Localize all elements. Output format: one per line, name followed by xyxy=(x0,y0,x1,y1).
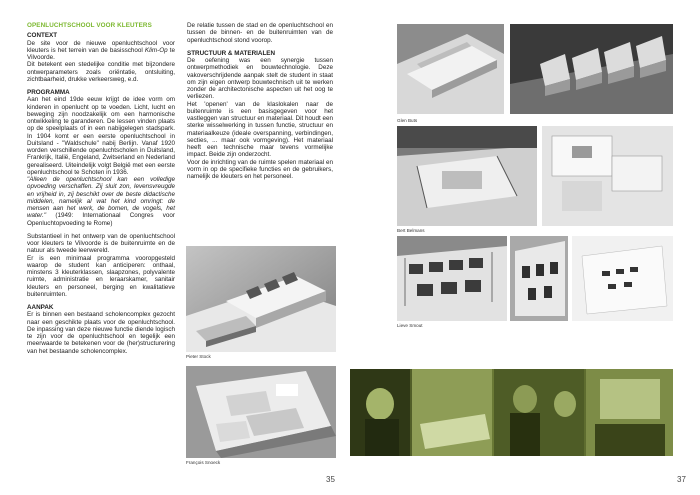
context-paragraph-2: Dit betekent een stedelijke conditie met bijzondere ontwerparameters zoals oriëntatie, ontsluiting, zichtbaarheid, drukke verkeersweg, e.d. xyxy=(27,61,175,83)
intro-paragraph: De relatie tussen de stad en de openluchtschool en tussen de binnen- en de buitenruimten van de openluchtschool stond voorop. xyxy=(187,22,333,44)
model-photo-blocks xyxy=(572,236,673,321)
caption-francois-snoeck: François Snoeck xyxy=(186,460,221,465)
programma-paragraph-3: Er is een minimaal programma vooropgesteld waarop de student kan anticiperen: onthaal, minstens 3 kleuterklassen, slaapzones, polyvalente ruimte, administratie en leraarskamer, sanitair kleuters en personeel, berging en kwalitatieve buitenruimten. xyxy=(27,254,175,298)
programma-paragraph: Aan het eind 19de eeuw krijgt de idee vorm om kinderen in openlucht op te voeden. Licht, lucht en beweging zijn noodzakelijk om een harmonische ontwikkeling te garanderen. De lessen vinden plaats op de speelplaats of in een nabijgelegen stadspark. In 1904 komt er een eerste openluchtschool in Duitsland - "Waldschule" nabij Berlijn. Vanaf 1920 worden verschillende openluchtscholen in Duitsland, Frankrijk, Italië, Engeland, Zwitserland en Nederland gerealiseerd. Uiteindelijk volgt België met een eerste openluchtschool te Schoten in 1936. xyxy=(27,96,175,176)
model-photo-roofs xyxy=(510,24,673,114)
model-photo-detail xyxy=(510,236,568,321)
caption-bert-belmans: Bert Belmans xyxy=(397,228,425,233)
caption-lieve-smout: Lieve Smout xyxy=(397,323,423,328)
context-paragraph: De site voor de nieuwe openluchtschool voor kleuters is het terrein van de basisschool Klim-Op te Vilvoorde. xyxy=(27,39,175,61)
right-page xyxy=(350,0,700,495)
model-photo-bert-belmans xyxy=(397,126,537,226)
text-column-2 xyxy=(187,22,333,180)
quote-paragraph: "Alleen de openluchtschool kan een volledige opvoeding verschaffen. Zij sluit zon, levensvreugde en vrijheid in, zij beschikt over de beste didactische middelen, namelijk al wat het kind omringt: de mensen aan het werk, de bomen, de vogels, het water." (1949: Internationaal Congres voor Openluchtopvoeding te Rome) xyxy=(27,176,175,227)
page-number-left: 35 xyxy=(326,475,335,484)
model-photo-francois-snoeck xyxy=(186,366,336,458)
aanpak-paragraph: Er is binnen een bestaand scholencomplex gezocht naar een geschikte plaats voor de openluchtschool. De inpassing van deze nieuwe functie diende logisch te zijn voor de openluchtschool en tegelijk een meerwaarde te betekenen voor de (her)structurering van het bestaande scholencomplex. xyxy=(27,311,175,355)
programma-heading: PROGRAMMA xyxy=(27,89,70,96)
model-photo-aerial xyxy=(542,126,673,226)
structuur-paragraph-3: Voor de inrichting van de ruimte spelen materiaal en vorm in op de specifieke functies en de gebruikers, namelijk de kleuters en het personeel. xyxy=(187,158,333,180)
programma-paragraph-2: Substantieel in het ontwerp van de openluchtschool voor kleuters te Vilvoorde is de buitenruimte en de natuur als tweede leerwereld. xyxy=(27,232,175,255)
model-photo-glen-buts xyxy=(397,24,504,114)
structuur-heading: STRUCTUUR & MATERIALEN xyxy=(187,49,276,57)
studio-photo-strip xyxy=(350,369,673,456)
caption-pieter-stock: Pieter Stock xyxy=(186,354,211,359)
section-title: OPENLUCHTSCHOOL VOOR KLEUTERS xyxy=(27,22,152,29)
page-number-right: 37 xyxy=(677,475,686,484)
text-column-1 xyxy=(27,22,175,355)
structuur-paragraph-2: Het 'openen' van de klaslokalen naar de buitenruimte is een basisgegeven voor het vastleggen van structuur en materiaal. Dit houdt een sterke wisselwerking in tussen functie, structuur en materiaalkeuze (ideale overspanning, verbindingen, secties, ... maar ook vormgeving). Het materiaal heeft een technische maar tevens vormelijke impact. Beide zijn onderzocht. xyxy=(187,100,333,159)
caption-glen-buts: Glen Buts xyxy=(397,118,418,123)
model-photo-lieve-smout xyxy=(397,236,507,321)
model-photo-pieter-stock xyxy=(186,246,336,352)
aanpak-heading: AANPAK xyxy=(27,304,54,311)
context-heading: CONTEXT xyxy=(27,32,58,40)
structuur-paragraph: De oefening was een synergie tussen ontwerpmethodiek en bouwtechnologie. Deze vakoverschrijdende aanpak stelt de student in staat om zijn eigen ontwerp bouwtechnisch uit te werken zonder de architectonische aspecten uit het oog te verliezen. xyxy=(187,57,333,101)
